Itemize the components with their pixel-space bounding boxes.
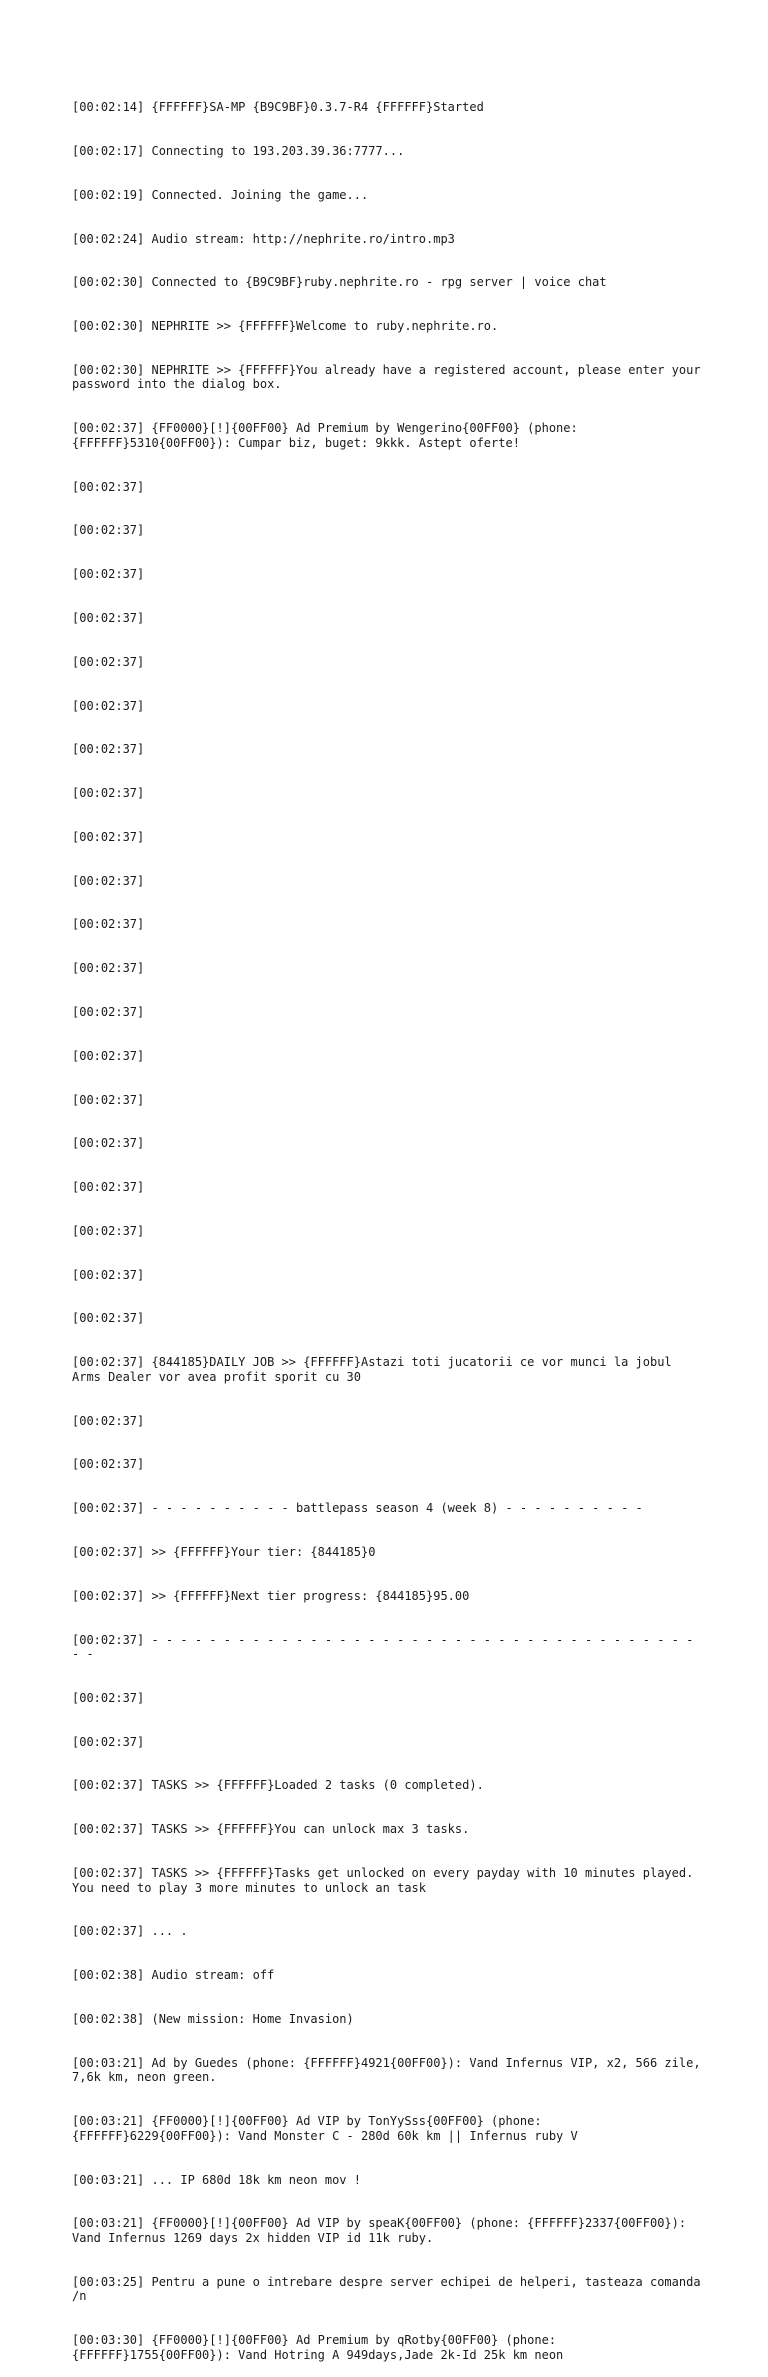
log-line: [00:02:37] TASKS >> {FFFFFF}Tasks get unlocked on every payday with 10 minutes played. You need to play 3 more minutes to unlock an task xyxy=(72,1866,701,1895)
log-line: [00:02:37] TASKS >> {FFFFFF}Loaded 2 tasks (0 completed). xyxy=(72,1778,484,1793)
log-line: [00:02:37] xyxy=(72,1092,145,1107)
log-line: [00:02:37] xyxy=(72,1048,145,1063)
log-line: [00:03:25] Pentru a pune o intrebare despre server echipei de helperi, tasteaza comanda /n xyxy=(72,2274,708,2304)
log-line: [00:02:37] xyxy=(72,786,145,801)
log-line: [00:02:30] NEPHRITE >> {FFFFFF}You already have a registered account, please enter your password into the dialog box. xyxy=(72,362,708,392)
log-line: [00:03:21] {FF0000}[!]{00FF00} Ad VIP by TonYySss{00FF00} (phone: {FFFFFF}6229{00FF00}): Vand Monster C - 280d 60k km || Infernus ruby V xyxy=(72,2114,578,2143)
log-line: [00:02:37] xyxy=(72,742,145,757)
log-line: [00:02:37] xyxy=(72,1413,145,1428)
log-line: [00:02:37] - - - - - - - - - - - - - - - - - - - - - - - - - - - - - - - - - - - - - - - - xyxy=(72,1632,701,1662)
log-line: [00:02:14] {FFFFFF}SA-MP {B9C9BF}0.3.7-R4 {FFFFFF}Started xyxy=(72,100,484,115)
log-line: [00:02:37] xyxy=(72,829,145,844)
log-line: [00:02:37] xyxy=(72,654,145,669)
log-line: [00:02:37] xyxy=(72,1457,145,1472)
log-line: [00:02:37] xyxy=(72,1005,145,1019)
log-line: [00:02:24] Audio stream: http://nephrite.ro/intro.mp3 xyxy=(72,231,455,246)
log-line: [00:02:19] Connected. Joining the game... xyxy=(72,187,369,202)
log-line: [00:02:37] xyxy=(72,523,145,538)
log-line: [00:02:17] Connecting to 193.203.39.36:7777... xyxy=(72,143,405,158)
log-line: [00:02:37] TASKS >> {FFFFFF}You can unlock max 3 tasks. xyxy=(72,1822,470,1837)
log-line: [00:02:30] Connected to {B9C9BF}ruby.nephrite.ro - rpg server | voice chat xyxy=(72,275,607,290)
log-line: [00:03:30] {FF0000}[!]{00FF00} Ad Premium by qRotby{00FF00} (phone: {FFFFFF}1755{00FF00}): Vand Hotring A 949days,Jade 2k-Id 25k km neon xyxy=(72,2333,564,2362)
log-line: [00:03:21] {FF0000}[!]{00FF00} Ad VIP by speaK{00FF00} (phone: {FFFFFF}2337{00FF00}): Vand Infernus 1269 days 2x hidden VIP id 11k ruby. xyxy=(72,2216,694,2245)
log-line: [00:02:37] {844185}DAILY JOB >> {FFFFFF}Astazi toti jucatorii ce vor munci la jobul Arms Dealer vor avea profit sporit cu 30 xyxy=(72,1355,679,1384)
log-line: [00:02:37] {FF0000}[!]{00FF00} Ad Premium by Wengerino{00FF00} (phone: {FFFFFF}5310{00FF00}): Cumpar biz, buget: 9kkk. Astept oferte! xyxy=(72,421,585,450)
log-line: [00:02:37] xyxy=(72,610,145,625)
log-line: [00:03:21] ... IP 680d 18k km neon mov ! xyxy=(72,2172,361,2187)
log-line: [00:02:37] xyxy=(72,1311,145,1326)
log-line: [00:02:37] >> {FFFFFF}Your tier: {844185}0 xyxy=(72,1544,376,1559)
log-line: [00:02:37] xyxy=(72,873,145,888)
log-line: [00:02:37] xyxy=(72,1267,145,1282)
log-line: [00:02:37] xyxy=(72,961,145,976)
log-line: [00:02:37] xyxy=(72,1734,145,1749)
log-line: [00:02:37] xyxy=(72,1136,145,1151)
log-line: [00:02:37] xyxy=(72,698,145,713)
log-line: [00:02:38] Audio stream: off xyxy=(72,1968,275,1983)
log-line: [00:02:37] ... . xyxy=(72,1924,188,1939)
log-line: [00:02:37] xyxy=(72,479,145,494)
log-line: [00:02:37] xyxy=(72,1223,145,1238)
log-line: [00:03:21] Ad by Guedes (phone: {FFFFFF}4921{00FF00}): Vand Infernus VIP, x2, 566 zile, 7,6k km, neon green. xyxy=(72,2055,708,2085)
log-line: [00:02:37] xyxy=(72,917,145,932)
log-line: [00:02:37] - - - - - - - - - - battlepass season 4 (week 8) - - - - - - - - - - xyxy=(72,1501,643,1516)
log-line: [00:02:37] xyxy=(72,567,145,582)
log-line: [00:02:37] xyxy=(72,1180,145,1195)
chat-log xyxy=(72,71,708,2377)
log-line: [00:02:38] (New mission: Home Invasion) xyxy=(72,2011,354,2026)
log-line: [00:02:37] xyxy=(72,1690,145,1705)
log-line: [00:02:37] >> {FFFFFF}Next tier progress: {844185}95.00 xyxy=(72,1588,470,1603)
log-line: [00:02:30] NEPHRITE >> {FFFFFF}Welcome to ruby.nephrite.ro. xyxy=(72,319,499,334)
